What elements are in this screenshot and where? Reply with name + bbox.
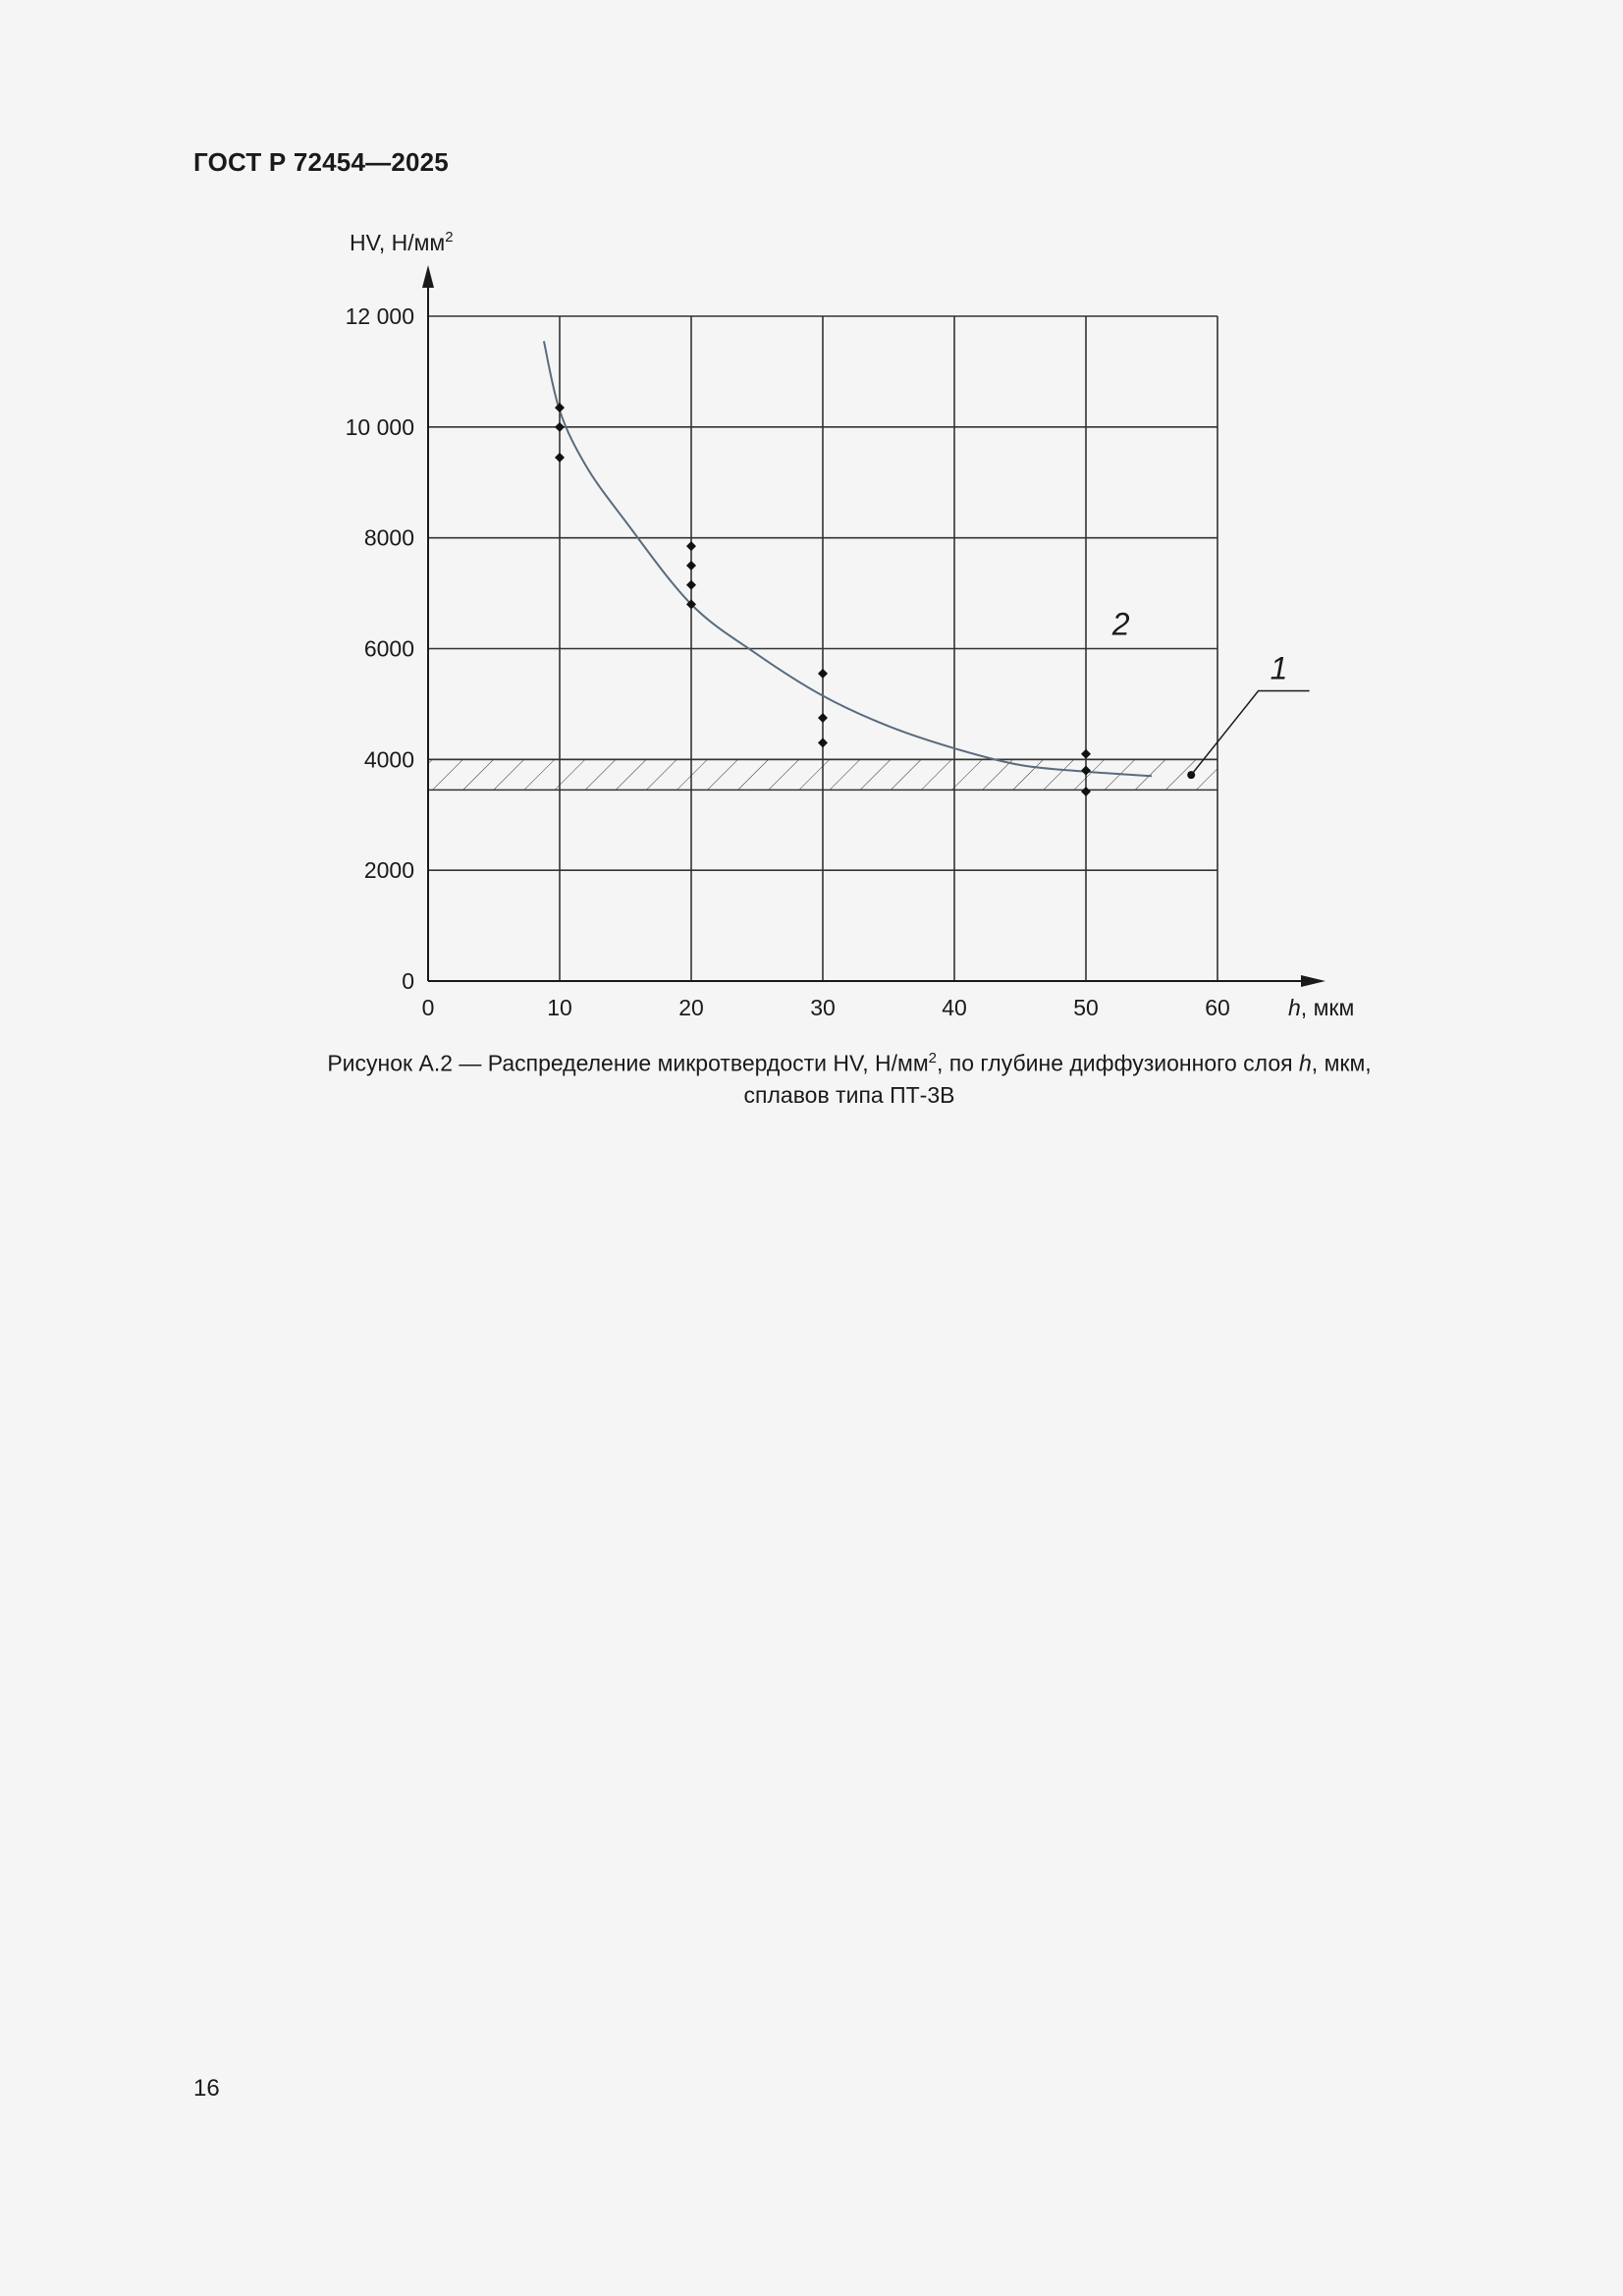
page-number: 16 [193, 2075, 220, 2102]
y-tick-label-2000: 2000 [363, 857, 414, 884]
data-point-8 [818, 713, 828, 723]
data-point-1 [555, 422, 565, 432]
y-axis-label-sup: 2 [445, 229, 454, 246]
y-axis-label-text: HV, Н/мм [350, 230, 446, 255]
y-tick-label-6000: 6000 [363, 635, 414, 662]
caption-italic-h: h [1299, 1050, 1312, 1076]
data-point-10 [1081, 749, 1091, 759]
x-tick-label-40: 40 [942, 995, 967, 1020]
data-point-4 [686, 561, 696, 571]
data-point-3 [686, 541, 696, 551]
data-point-2 [555, 453, 565, 463]
y-axis-label [350, 229, 454, 255]
x-tick-label-60: 60 [1205, 995, 1230, 1020]
caption-line-1 [196, 1043, 1502, 1079]
caption-text-1: Рисунок А.2 — Распределение микротвердости HV, Н/мм [327, 1050, 929, 1076]
x-tick-label-20: 20 [678, 995, 704, 1020]
data-point-7 [818, 669, 828, 679]
y-tick-label-8000: 8000 [363, 524, 414, 551]
y-tick-label-12000: 12 000 [345, 303, 414, 329]
caption-line-2: сплавов типа ПТ-3В [743, 1081, 955, 1108]
data-point-5 [686, 580, 696, 590]
caption-text-2: , по глубине диффузионного слоя [937, 1050, 1299, 1076]
x-tick-label-0: 0 [421, 995, 435, 1020]
x-axis-label [1288, 995, 1354, 1020]
data-point-0 [555, 403, 565, 412]
x-axis-arrow [1301, 975, 1325, 987]
x-tick-label-50: 50 [1073, 995, 1099, 1020]
trend-curve [544, 341, 1152, 776]
caption-sup: 2 [928, 1050, 937, 1066]
data-point-9 [818, 738, 828, 747]
annotation-label-1: 1 [1270, 650, 1288, 686]
document-header: ГОСТ Р 72454—2025 [193, 147, 449, 177]
y-axis-arrow [422, 265, 434, 288]
annotation-label-2: 2 [1111, 606, 1130, 642]
caption-text-3: , мкм, [1311, 1050, 1372, 1076]
x-axis-label-italic: h [1288, 995, 1301, 1020]
figure-caption [196, 1043, 1502, 1111]
x-tick-label-10: 10 [547, 995, 572, 1020]
x-axis-label-rest: , мкм [1300, 995, 1355, 1020]
y-tick-label-10000: 10 000 [345, 413, 414, 440]
y-tick-label-0: 0 [402, 968, 414, 994]
microhardness-chart [0, 0, 1623, 1061]
x-tick-label-30: 30 [810, 995, 836, 1020]
y-tick-label-4000: 4000 [363, 746, 414, 773]
